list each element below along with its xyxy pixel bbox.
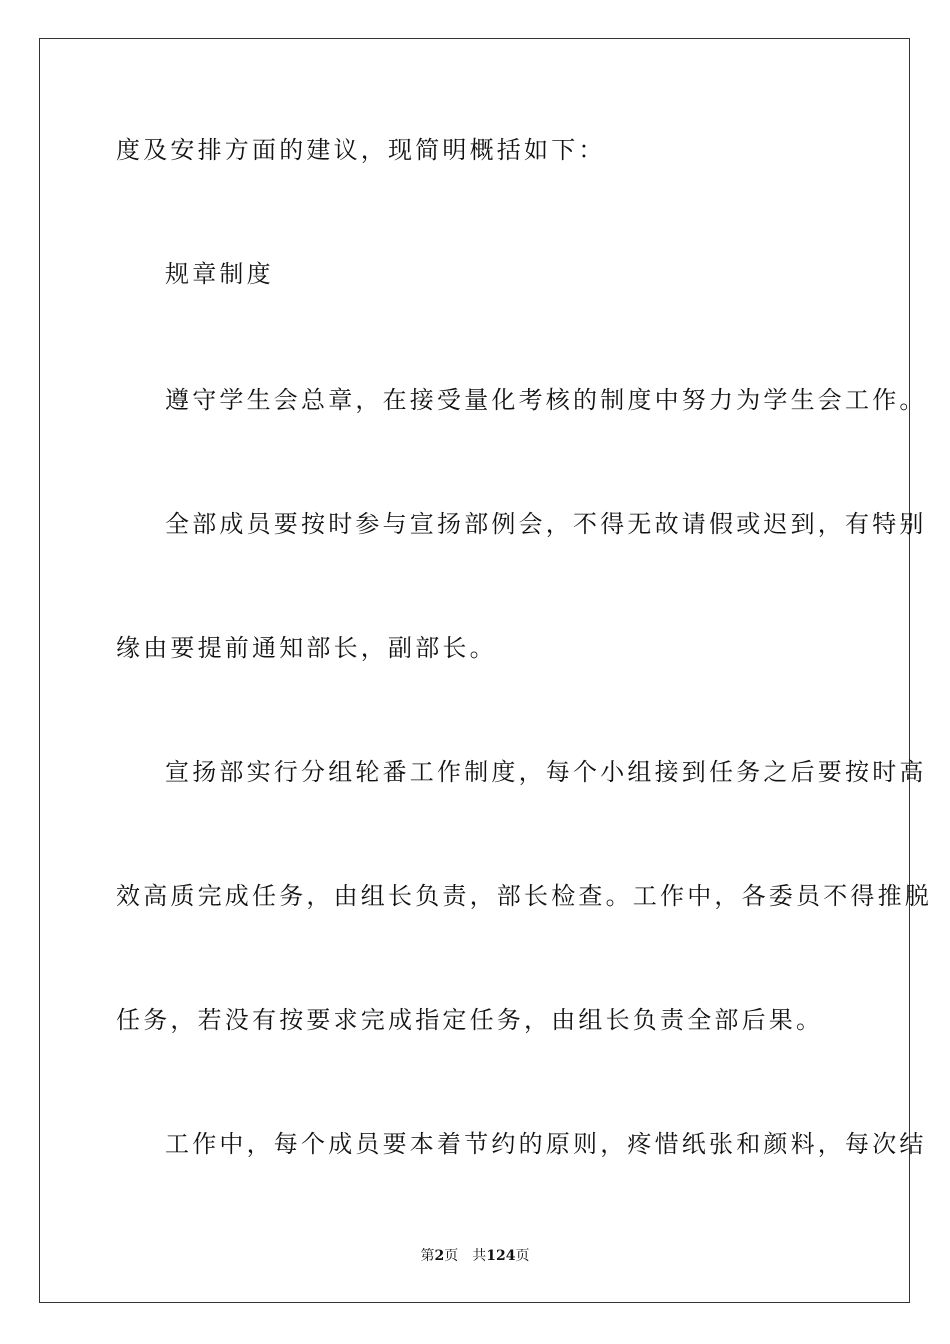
body-line-8: 任务，若没有按要求完成指定任务，由组长负责全部后果。 (116, 1006, 824, 1034)
page-footer (0, 1246, 950, 1266)
body-line-6: 宣扬部实行分组轮番工作制度，每个小组接到任务之后要按时高 (165, 758, 927, 786)
body-line-1: 度及安排方面的建议，现简明概括如下： (116, 136, 606, 164)
body-line-9: 工作中，每个成员要本着节约的原则，疼惜纸张和颜料，每次结 (165, 1130, 927, 1158)
page-number: 2 (434, 1248, 445, 1264)
section-heading: 规章制度 (165, 260, 274, 288)
total-suffix: 页 (515, 1248, 530, 1264)
body-line-7: 效高质完成任务，由组长负责，部长检查。工作中，各委员不得推脱 (116, 882, 932, 910)
body-line-4: 全部成员要按时参与宣扬部例会，不得无故请假或迟到，有特别 (165, 510, 927, 538)
page-border (39, 38, 910, 1303)
total-pages: 124 (486, 1248, 516, 1264)
body-line-3: 遵守学生会总章，在接受量化考核的制度中努力为学生会工作。 (165, 386, 927, 414)
total-prefix: 共 (472, 1248, 487, 1264)
page-suffix: 页 (444, 1248, 459, 1264)
body-line-5: 缘由要提前通知部长，副部长。 (116, 634, 497, 662)
page-prefix: 第 (420, 1248, 435, 1264)
